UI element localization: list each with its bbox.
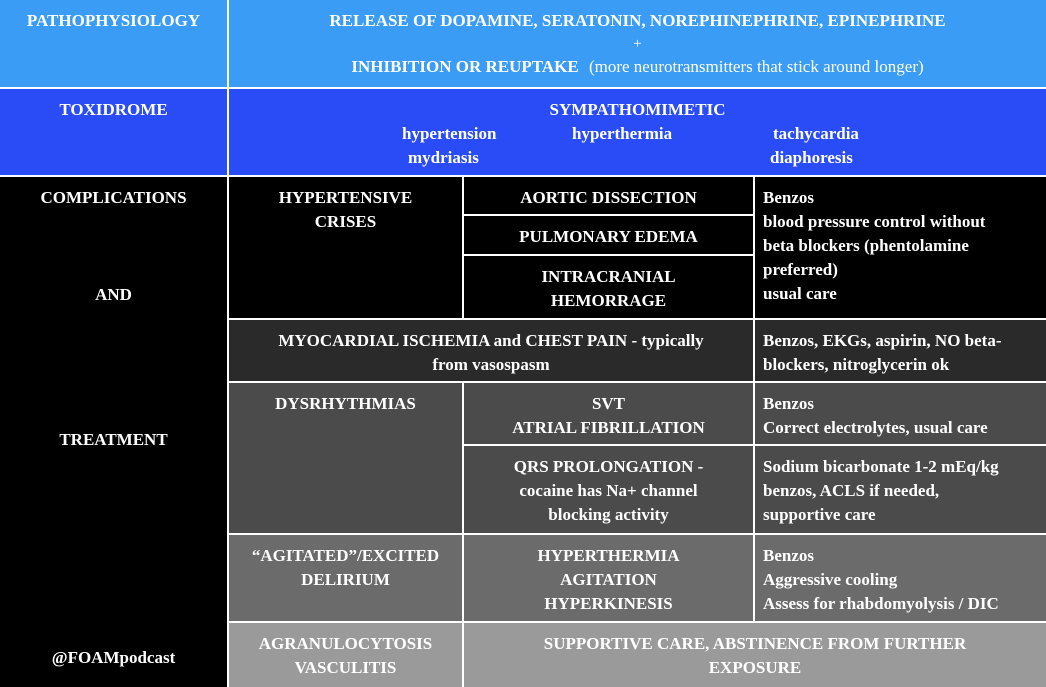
delirium-treatment-line2: Aggressive cooling <box>763 570 898 589</box>
svt-afib-cell <box>464 383 753 444</box>
hypertensive-crises-cell <box>229 177 462 318</box>
myocardial-treatment-cell <box>755 320 1046 381</box>
hypertensive-treatment-line3: beta blockers (phentolamine <box>763 236 969 255</box>
agitation-text: AGITATION <box>560 570 657 589</box>
intracranial-hemorrhage-line1: INTRACRANIAL <box>541 267 676 286</box>
svt-treatment-line1: Benzos <box>763 394 814 413</box>
excited-delirium-line1: “AGITATED”/EXCITED <box>251 546 440 565</box>
foam-podcast-handle: @FOAMpodcast <box>51 648 176 667</box>
hyperkinesis-text: HYPERKINESIS <box>544 594 673 613</box>
supportive-care-line2: EXPOSURE <box>708 658 802 677</box>
toxidrome-sign-tachycardia: tachycardia <box>773 124 859 143</box>
toxidrome-label-cell <box>0 89 227 175</box>
intracranial-hemorrhage-line2: HEMORRAGE <box>550 291 667 310</box>
aortic-dissection-text: AORTIC DISSECTION <box>520 188 697 207</box>
excited-delirium-cell <box>229 535 462 621</box>
handle-cell <box>0 621 227 687</box>
supportive-care-cell <box>464 623 1046 687</box>
and-label: AND <box>95 285 132 304</box>
delirium-features-cell <box>464 535 753 621</box>
svt-text: SVT <box>591 394 626 413</box>
qrs-treatment-cell <box>755 446 1046 533</box>
agranulocytosis-text: AGRANULOCYTOSIS <box>258 634 433 653</box>
atrial-fibrillation-text: ATRIAL FIBRILLATION <box>512 418 705 437</box>
delirium-treatment-cell <box>755 535 1046 621</box>
pathophysiology-plus: + <box>633 36 642 52</box>
qrs-prolongation-cell <box>464 446 753 533</box>
intracranial-hemorrhage-cell <box>464 256 753 318</box>
toxidrome-sign-hypertension: hypertension <box>402 124 497 143</box>
complications-label: COMPLICATIONS <box>40 188 187 207</box>
complications-treatment-column <box>0 177 227 621</box>
hypertensive-treatment-cell <box>755 177 1046 318</box>
myocardial-ischemia-line1: MYOCARDIAL ISCHEMIA and CHEST PAIN - typically <box>278 331 704 350</box>
excited-delirium-line2: DELIRIUM <box>301 570 390 589</box>
toxidrome-sign-hyperthermia: hyperthermia <box>572 124 673 143</box>
toxidrome-content-cell <box>229 89 1046 175</box>
svt-treatment-cell <box>755 383 1046 444</box>
qrs-prolongation-line3: blocking activity <box>548 505 669 524</box>
pathophysiology-release-text: RELEASE OF DOPAMINE, SERATONIN, NOREPHINEPHRINE, EPINEPHRINE <box>329 11 946 30</box>
pathophysiology-label-cell <box>0 0 227 87</box>
hypertensive-treatment-line1: Benzos <box>763 188 814 207</box>
pulmonary-edema-text: PULMONARY EDEMA <box>519 227 698 246</box>
agranulocytosis-cell <box>229 623 462 687</box>
supportive-care-line1: SUPPORTIVE CARE, ABSTINENCE FROM FURTHER <box>543 634 967 653</box>
toxidrome-sign-mydriasis: mydriasis <box>408 148 479 167</box>
svt-treatment-line2: Correct electrolytes, usual care <box>763 418 988 437</box>
delirium-treatment-line1: Benzos <box>763 546 814 565</box>
pathophysiology-inhibition-line <box>229 55 1046 79</box>
myocardial-ischemia-cell <box>229 320 753 381</box>
myocardial-treatment-line2: blockers, nitroglycerin ok <box>763 355 950 374</box>
qrs-prolongation-line2: cocaine has Na+ channel <box>519 481 698 500</box>
qrs-treatment-line1: Sodium bicarbonate 1-2 mEq/kg <box>763 457 999 476</box>
myocardial-treatment-line1: Benzos, EKGs, aspirin, NO beta- <box>763 331 1002 350</box>
toxidrome-sign-diaphoresis: diaphoresis <box>770 148 853 167</box>
pulmonary-edema-cell <box>464 216 753 254</box>
pathophysiology-content-cell <box>229 0 1046 87</box>
hypertensive-treatment-line5: usual care <box>763 284 837 303</box>
toxidrome-label: TOXIDROME <box>59 100 168 119</box>
hyperthermia-text: HYPERTHERMIA <box>537 546 680 565</box>
hypertensive-crises-line2: CRISES <box>314 212 377 231</box>
pathophysiology-label: PATHOPHYSIOLOGY <box>26 11 201 30</box>
hypertensive-treatment-line2: blood pressure control without <box>763 212 986 231</box>
treatment-label: TREATMENT <box>59 430 168 449</box>
qrs-prolongation-line1: QRS PROLONGATION - <box>513 457 704 476</box>
aortic-dissection-cell <box>464 177 753 214</box>
pathophysiology-inhibition-text: INHIBITION OR REUPTAKE <box>351 57 579 76</box>
vasculitis-text: VASCULITIS <box>294 658 397 677</box>
hypertensive-treatment-line4: preferred) <box>763 260 838 279</box>
hypertensive-crises-line1: HYPERTENSIVE <box>278 188 413 207</box>
qrs-treatment-line3: supportive care <box>763 505 876 524</box>
delirium-treatment-line3: Assess for rhabdomyolysis / DIC <box>763 594 999 613</box>
dysrhythmias-label: DYSRHYTHMIAS <box>275 394 416 413</box>
pathophysiology-inhibition-note: (more neurotransmitters that stick around longer) <box>588 57 924 76</box>
dysrhythmias-cell <box>229 383 462 533</box>
qrs-treatment-line2: benzos, ACLS if needed, <box>763 481 940 500</box>
myocardial-ischemia-line2: from vasospasm <box>432 355 550 374</box>
toxidrome-title: SYMPATHOMIMETIC <box>549 100 726 119</box>
